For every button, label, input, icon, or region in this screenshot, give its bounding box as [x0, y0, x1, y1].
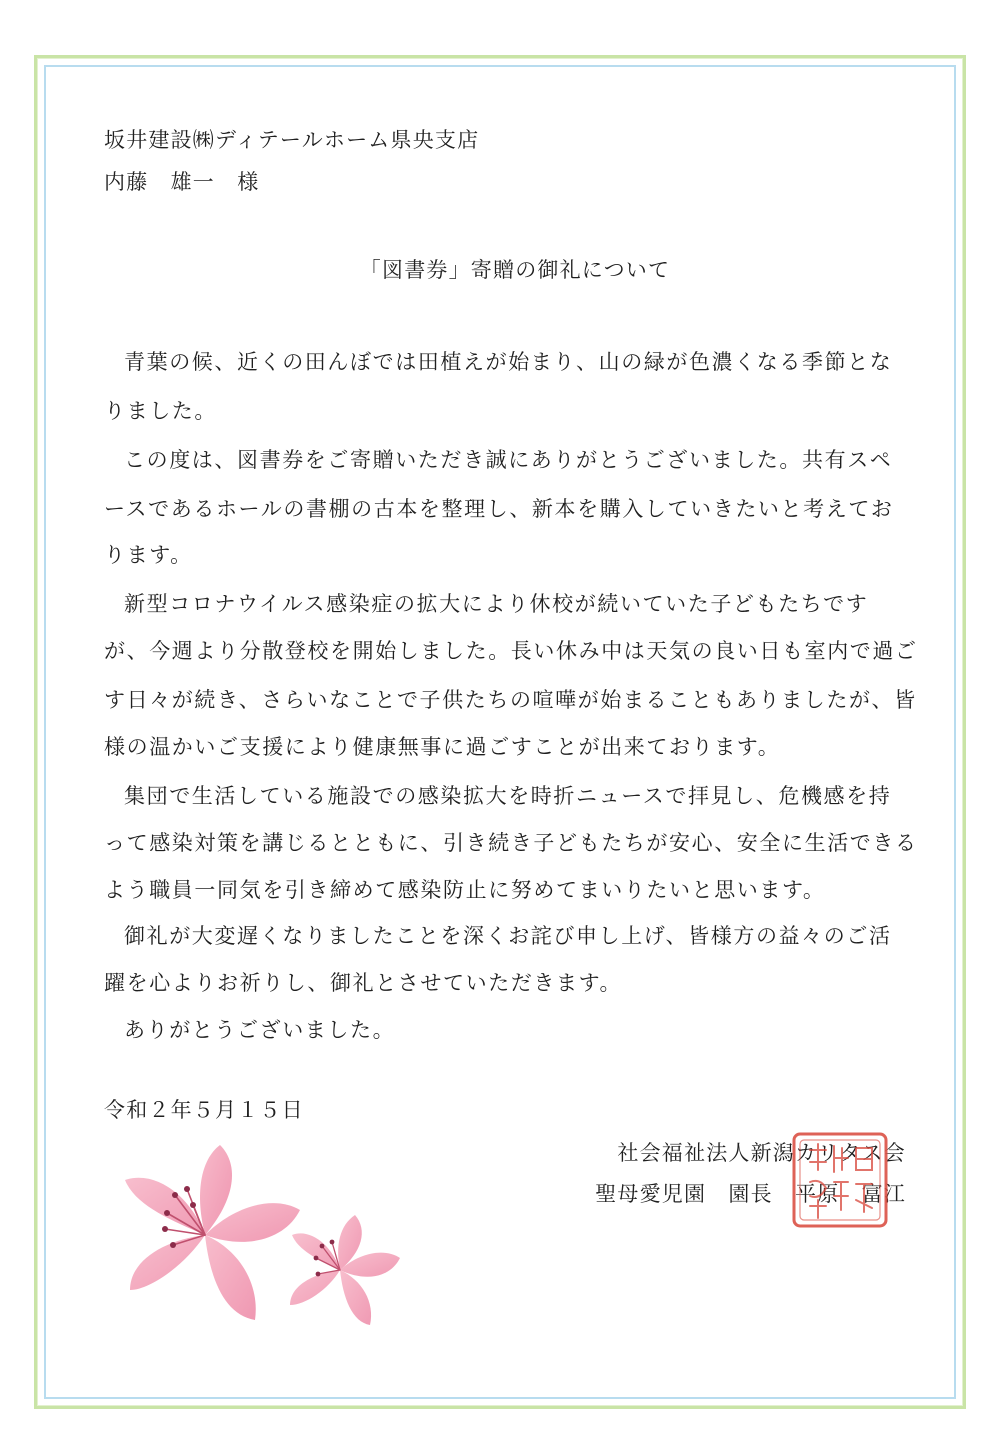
- body-line: 様の温かいご支援により健康無事に過ごすことが出来ております。: [104, 735, 781, 759]
- addressee-name: 内藤 雄一 様: [104, 170, 260, 194]
- body-line: す日々が続き、さらいなことで子供たちの喧嘩が始まることもありましたが、皆: [104, 688, 917, 712]
- body-line: が、今週より分散登校を開始しました。長い休み中は天気の良い日も室内で過ご: [104, 639, 918, 663]
- signature-organization: 社会福祉法人新潟カリタス会: [617, 1141, 906, 1165]
- body-line: 青葉の候、近くの田んぼでは田植えが始まり、山の緑が色濃くなる季節とな: [124, 350, 893, 374]
- body-line: 新型コロナウイルス感染症の拡大により休校が続いていた子どもたちです: [124, 592, 869, 616]
- body-line: 御礼が大変遅くなりましたことを深くお詫び申し上げ、皆様方の益々のご活: [124, 924, 892, 948]
- addressee-company: 坂井建設㈱ディテールホーム県央支店: [104, 128, 480, 152]
- signature-name: 聖母愛児園 園長 平原 富江: [595, 1182, 906, 1206]
- body-line: この度は、図書券をご寄贈いただき誠にありがとうございました。共有スペ: [124, 448, 893, 472]
- body-line: よう職員一同気を引き締めて感染防止に努めてまいりたいと思います。: [104, 878, 826, 902]
- body-line: 躍を心よりお祈りし、御礼とさせていただきます。: [104, 971, 623, 995]
- body-line: ースであるホールの書棚の古本を整理し、新本を購入していきたいと考えてお: [104, 497, 894, 521]
- body-line: りました。: [104, 399, 217, 423]
- pink-flowers-icon: [125, 1140, 415, 1340]
- body-line: ありがとうございました。: [124, 1018, 396, 1042]
- letter-subject: 「図書券」寄贈の御礼について: [359, 258, 671, 282]
- letter-date: 令和２年５月１５日: [104, 1098, 304, 1122]
- official-seal-icon: [790, 1130, 890, 1230]
- body-line: 集団で生活している施設での感染拡大を時折ニュースで拝見し、危機感を持: [124, 784, 892, 808]
- body-line: って感染対策を講じるとともに、引き続き子どもたちが安心、安全に生活できる: [104, 831, 918, 855]
- body-line: ります。: [104, 543, 193, 567]
